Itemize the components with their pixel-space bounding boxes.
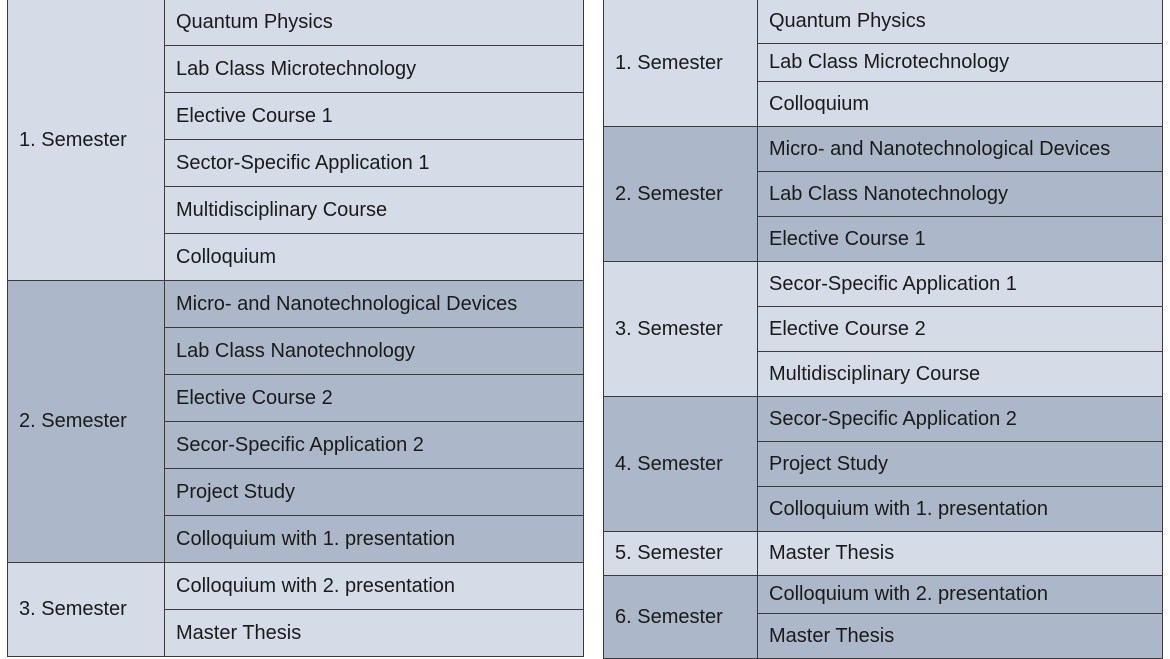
semester-cell: 5. Semester — [604, 532, 758, 576]
course-cell: Elective Course 1 — [758, 217, 1163, 262]
table-row — [604, 397, 1163, 442]
table-row — [8, 281, 584, 328]
course-cell: Elective Course 2 — [758, 307, 1163, 352]
course-cell: Colloquium with 2. presentation — [758, 576, 1163, 614]
course-cell: Colloquium with 2. presentation — [165, 563, 584, 610]
semester-cell: 2. Semester — [604, 127, 758, 262]
curriculum-table-right-body — [604, 0, 1163, 659]
course-cell: Lab Class Nanotechnology — [758, 172, 1163, 217]
course-cell: Colloquium — [165, 234, 584, 281]
course-cell: Colloquium with 1. presentation — [758, 487, 1163, 532]
course-cell: Multidisciplinary Course — [165, 187, 584, 234]
curriculum-table-left — [7, 0, 584, 657]
semester-cell: 6. Semester — [604, 576, 758, 659]
curriculum-table-right — [603, 0, 1163, 659]
course-cell: Project Study — [758, 442, 1163, 487]
course-cell: Elective Course 2 — [165, 375, 584, 422]
course-cell: Master Thesis — [758, 614, 1163, 659]
course-cell: Quantum Physics — [165, 0, 584, 46]
semester-cell: 1. Semester — [8, 0, 165, 281]
course-cell: Micro- and Nanotechnological Devices — [165, 281, 584, 328]
semester-cell: 1. Semester — [604, 0, 758, 127]
course-cell: Lab Class Microtechnology — [165, 46, 584, 93]
course-cell: Sector-Specific Application 1 — [165, 140, 584, 187]
table-row — [604, 532, 1163, 576]
semester-cell: 4. Semester — [604, 397, 758, 532]
curriculum-table-left-body — [8, 0, 584, 657]
semester-cell: 2. Semester — [8, 281, 165, 563]
table-row — [604, 127, 1163, 172]
course-cell: Lab Class Microtechnology — [758, 44, 1163, 82]
course-cell: Lab Class Nanotechnology — [165, 328, 584, 375]
course-cell: Secor-Specific Application 2 — [758, 397, 1163, 442]
course-cell: Project Study — [165, 469, 584, 516]
table-row — [604, 576, 1163, 614]
semester-cell: 3. Semester — [8, 563, 165, 657]
course-cell: Master Thesis — [758, 532, 1163, 576]
course-cell: Secor-Specific Application 2 — [165, 422, 584, 469]
course-cell: Multidisciplinary Course — [758, 352, 1163, 397]
course-cell: Quantum Physics — [758, 0, 1163, 44]
semester-cell: 3. Semester — [604, 262, 758, 397]
table-row — [604, 262, 1163, 307]
table-row — [604, 0, 1163, 44]
course-cell: Secor-Specific Application 1 — [758, 262, 1163, 307]
table-row — [8, 0, 584, 46]
course-cell: Micro- and Nanotechnological Devices — [758, 127, 1163, 172]
course-cell: Elective Course 1 — [165, 93, 584, 140]
table-row — [8, 563, 584, 610]
course-cell: Colloquium — [758, 82, 1163, 127]
course-cell: Master Thesis — [165, 610, 584, 657]
course-cell: Colloquium with 1. presentation — [165, 516, 584, 563]
